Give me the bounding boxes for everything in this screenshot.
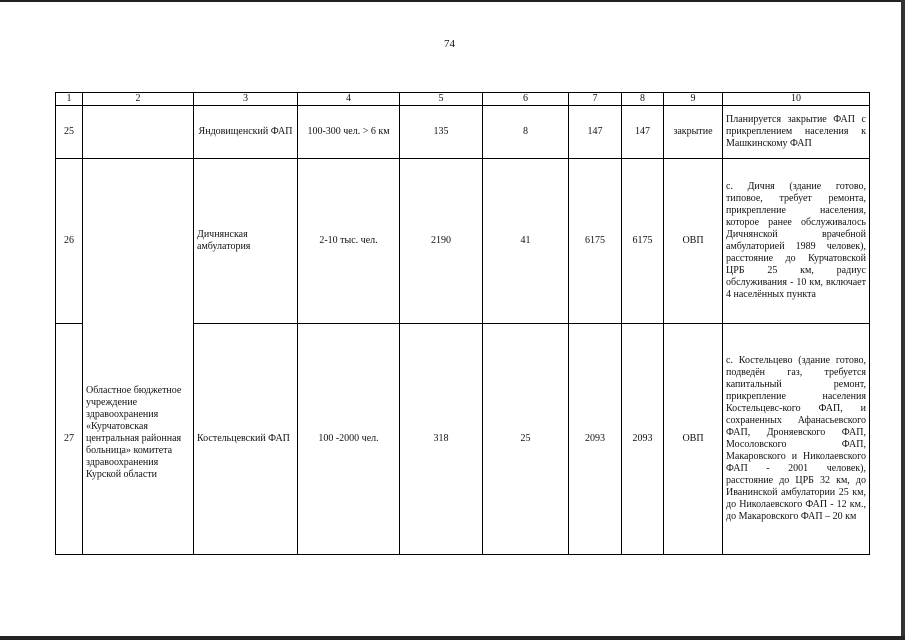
row-number: 26 [56, 159, 83, 324]
value-col6: 8 [483, 106, 569, 159]
note-cell [723, 324, 870, 555]
planned-action: ОВП [664, 324, 723, 555]
header-cell: 8 [622, 93, 664, 106]
value-col8: 2093 [622, 324, 664, 555]
header-cell: 4 [298, 93, 400, 106]
document-table [55, 92, 870, 555]
facility-name: Дичнянская амбулатория [194, 159, 298, 324]
row-number: 25 [56, 106, 83, 159]
note-text: с. Дичня (здание готово, типовое, требует ремонта, прикрепление населения, которое ранее обслуживалось Дичнянской врачебной амбулаторией 1989 человек), расстояние до Курчатовской ЦРБ 25 км, радиус обслуживания - 10 км, включает 4 населённых пункта [726, 181, 866, 300]
planned-action: закрытие [664, 106, 723, 159]
value-col7: 6175 [569, 159, 622, 324]
scan-border-bottom [0, 636, 905, 640]
population-range: 100-300 чел. > 6 км [298, 106, 400, 159]
value-col6: 41 [483, 159, 569, 324]
scan-border-right [901, 0, 905, 640]
header-cell: 6 [483, 93, 569, 106]
value-col6: 25 [483, 324, 569, 555]
value-col5: 135 [400, 106, 483, 159]
header-cell: 3 [194, 93, 298, 106]
header-cell: 9 [664, 93, 723, 106]
row-number: 27 [56, 324, 83, 555]
header-cell: 7 [569, 93, 622, 106]
population-range: 100 -2000 чел. [298, 324, 400, 555]
table-row [56, 106, 870, 159]
planned-action: ОВП [664, 159, 723, 324]
organization-cell [83, 159, 194, 555]
table-row [56, 159, 870, 324]
organization-name: Областное бюджетное учреждение здравоохранения «Курчатовская центральная районная больница» комитета здравоохранения Курской области [86, 385, 182, 480]
facility-name: Костельцевский ФАП [194, 324, 298, 555]
note-text: с. Костельцево (здание готово, подведён газ, требуется капитальный ремонт, прикрепление населения Костельцевс-кого ФАП, и сохраненных Афанасьевского ФАП, Дроняевского ФАП, Мосоловского ФАП, Макаровского и Николаевского ФАП - 2001 человек), расстояние до ЦРБ 32 км, до Иванинской амбулатории 25 км, до Николаевского ФАП - 12 км., до Макаровского ФАП – 20 км [726, 355, 866, 522]
value-col8: 6175 [622, 159, 664, 324]
facility-name: Яндовищенский ФАП [194, 106, 298, 159]
scan-border-top [0, 0, 905, 2]
value-col5: 2190 [400, 159, 483, 324]
value-col8: 147 [622, 106, 664, 159]
value-col7: 147 [569, 106, 622, 159]
note-cell [723, 106, 870, 159]
value-col5: 318 [400, 324, 483, 555]
population-range: 2-10 тыс. чел. [298, 159, 400, 324]
header-cell: 1 [56, 93, 83, 106]
header-cell: 5 [400, 93, 483, 106]
note-text: Планируется закрытие ФАП с прикреплением населения к Машкинскому ФАП [726, 114, 866, 149]
value-col7: 2093 [569, 324, 622, 555]
header-cell: 2 [83, 93, 194, 106]
note-cell [723, 159, 870, 324]
table-header-row [56, 93, 870, 106]
organization-cell-empty [83, 106, 194, 159]
page-number: 74 [444, 38, 455, 50]
header-cell: 10 [723, 93, 870, 106]
